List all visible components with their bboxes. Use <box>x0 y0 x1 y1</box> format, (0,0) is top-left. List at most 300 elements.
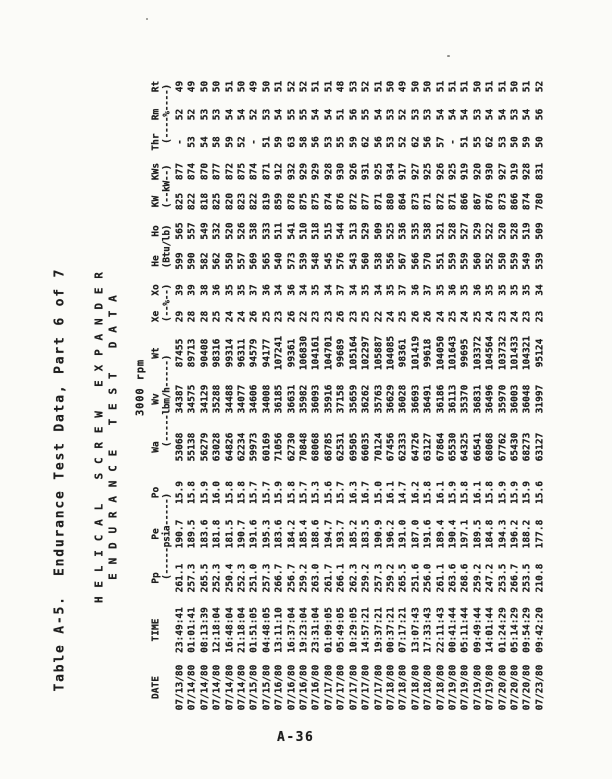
cell: 52 <box>397 108 409 120</box>
cell: 871 <box>446 192 458 210</box>
cell: 65530 <box>446 432 458 461</box>
cell: 262.3 <box>347 563 359 592</box>
cell: 94177 <box>260 338 272 367</box>
cell: 15.7 <box>248 480 260 504</box>
cell: 529 <box>471 221 483 240</box>
cell: 52 <box>186 108 198 120</box>
unit-label: (----%----) <box>161 83 172 144</box>
table-row <box>472 71 484 715</box>
cell: 877 <box>360 192 372 210</box>
cell: 26 <box>422 310 434 322</box>
cell: 36 <box>471 283 483 296</box>
cell: 52 <box>236 135 248 148</box>
cell: 63028 <box>211 432 223 461</box>
cell: 13:11:10 <box>273 606 285 653</box>
cell: 928 <box>322 162 334 180</box>
cell: 559 <box>459 251 471 270</box>
cell: 509 <box>533 221 545 240</box>
cell: 543 <box>347 251 359 270</box>
cell: 259.2 <box>384 563 396 592</box>
cell: 31997 <box>533 384 545 413</box>
cell: 104564 <box>484 335 496 370</box>
cell: 53068 <box>174 432 185 461</box>
cell: 184.2 <box>285 519 297 548</box>
cell: 16:37:04 <box>285 606 297 653</box>
cell: 51 <box>446 80 458 92</box>
cell: 54 <box>434 108 446 120</box>
cell: 13:07:43 <box>409 606 421 653</box>
cell: 872 <box>223 162 235 180</box>
cell: 925 <box>372 162 384 180</box>
column-header-ho: Ho <box>150 224 161 237</box>
cell: 105164 <box>347 335 359 370</box>
cell: - <box>248 138 260 145</box>
cell: 874 <box>521 192 533 210</box>
cell: 566 <box>409 251 421 270</box>
cell: 70848 <box>298 432 310 461</box>
cell: 50 <box>471 80 483 92</box>
cell: 07/16/80 <box>310 664 322 710</box>
cell: 256.0 <box>422 563 434 592</box>
cell: 177.8 <box>533 519 545 548</box>
cell: 35 <box>484 283 496 296</box>
cell: 23 <box>273 310 285 322</box>
cell: 07/18/80 <box>422 664 434 710</box>
cell: 04:48:05 <box>260 606 272 653</box>
cell: 71056 <box>273 432 285 461</box>
cell: 872 <box>347 192 359 210</box>
cell: 928 <box>521 162 533 180</box>
cell: 34 <box>322 283 334 296</box>
cell: 16.1 <box>471 480 483 504</box>
cell: 520 <box>223 221 235 240</box>
cell: 50 <box>533 135 545 148</box>
cell: 187.0 <box>409 519 421 548</box>
cell: 540 <box>273 251 285 270</box>
cell: 55 <box>360 108 372 120</box>
cell: 16.0 <box>211 480 223 504</box>
cell: 95124 <box>533 338 545 367</box>
cell: 189.5 <box>471 519 483 548</box>
column-header-he: He <box>150 254 161 267</box>
cell: 36496 <box>484 384 496 413</box>
table-row <box>224 71 236 715</box>
column-header-pp: Pp <box>150 571 161 584</box>
cell: 23 <box>347 310 359 322</box>
cell: 96311 <box>236 338 248 367</box>
cell: 183.6 <box>273 519 285 548</box>
cell: 529 <box>360 221 372 240</box>
cell: 55 <box>298 108 310 120</box>
cell: 877 <box>174 162 185 180</box>
cell: 25 <box>471 310 483 322</box>
cell: 52 <box>248 108 260 120</box>
cell: 873 <box>409 192 421 210</box>
cell: 07/23/80 <box>533 664 545 710</box>
cell: 07/14/80 <box>211 664 223 710</box>
cell: 573 <box>285 251 297 270</box>
table-row <box>298 71 310 715</box>
cell: 536 <box>397 221 409 240</box>
cell: 541 <box>285 221 297 240</box>
cell: 15.8 <box>223 480 235 504</box>
cell: 35 <box>496 283 508 296</box>
cell: 29 <box>174 310 185 322</box>
column-header-rm: Rm <box>150 108 161 120</box>
table-row <box>509 71 521 715</box>
cell: 53 <box>496 135 508 148</box>
cell: 188.6 <box>310 519 322 548</box>
cell: 15.9 <box>174 480 185 504</box>
cell: 50 <box>409 80 421 92</box>
cell: 917 <box>397 162 409 180</box>
cell: 103372 <box>471 335 483 370</box>
cell: 39 <box>186 283 198 296</box>
cell: 873 <box>496 192 508 210</box>
cell: 513 <box>347 221 359 240</box>
cell: 36491 <box>422 384 434 413</box>
cell: 36 <box>285 283 297 296</box>
cell: 515 <box>322 221 334 240</box>
cell: 53 <box>384 135 396 148</box>
cell: 266.1 <box>335 563 347 592</box>
cell: 569 <box>248 251 260 270</box>
cell: 24 <box>484 310 496 322</box>
cell: 35370 <box>459 384 471 413</box>
cell: 190.4 <box>446 519 458 548</box>
cell: 07/14/80 <box>186 664 198 710</box>
cell: 26 <box>285 310 297 322</box>
cell: 49 <box>186 80 198 92</box>
table-title: Table A-5. Endurance Test Data, Part 6 of 7 <box>52 267 67 691</box>
cell: 567 <box>397 251 409 270</box>
cell: 64726 <box>409 432 421 461</box>
cell: 50 <box>236 80 248 92</box>
cell: 99618 <box>422 338 434 367</box>
cell: 51 <box>310 80 322 92</box>
cell: 15.8 <box>422 480 434 504</box>
cell: 16.1 <box>384 480 396 504</box>
cell: 823 <box>236 192 248 210</box>
cell: 24 <box>223 310 235 322</box>
cell: 196.2 <box>384 519 396 548</box>
cell: 247.2 <box>484 563 496 592</box>
cell: 56 <box>372 135 384 148</box>
cell: 539 <box>533 251 545 270</box>
cell: 259.2 <box>360 563 372 592</box>
report-heading-line1: H E L I C A L S C R E W E X P A N D E R <box>92 270 105 603</box>
cell: 35 <box>236 283 248 296</box>
cell: 54 <box>322 108 334 120</box>
cell: 926 <box>434 162 446 180</box>
cell: 05:11:44 <box>459 606 471 653</box>
cell: 926 <box>347 162 359 180</box>
cell: 37158 <box>335 384 347 413</box>
cell: 510 <box>298 221 310 240</box>
table-row <box>261 71 273 715</box>
cell: 825 <box>211 192 223 210</box>
cell: 15.7 <box>298 480 310 504</box>
cell: 191.6 <box>248 519 260 548</box>
cell: 01:51:05 <box>248 606 260 653</box>
cell: 102297 <box>360 335 372 370</box>
cell: 23 <box>533 310 545 322</box>
cell: 51 <box>273 80 285 92</box>
cell: 09:54:29 <box>521 606 533 653</box>
cell: 257.3 <box>186 563 198 592</box>
cell: 104085 <box>384 335 396 370</box>
cell: 50 <box>198 80 210 92</box>
cell: 53 <box>198 108 210 120</box>
cell: 550 <box>223 251 235 270</box>
cell: 07/17/80 <box>372 664 384 710</box>
table-row <box>534 71 546 715</box>
cell: 36 <box>211 283 223 296</box>
cell: 25 <box>397 310 409 322</box>
cell: 16.3 <box>347 480 359 504</box>
cell: 07/19/80 <box>446 664 458 710</box>
cell: 818 <box>198 192 210 210</box>
cell: 872 <box>434 192 446 210</box>
cell: 15.9 <box>273 480 285 504</box>
cell: 24 <box>508 310 520 322</box>
cell: 62 <box>409 135 421 148</box>
cell: 35982 <box>298 384 310 413</box>
cell: 34387 <box>174 384 185 413</box>
cell: 559 <box>446 251 458 270</box>
cell: 34488 <box>223 384 235 413</box>
cell: 26 <box>409 310 421 322</box>
cell: 565 <box>260 251 272 270</box>
cell: 15.8 <box>236 480 248 504</box>
cell: 05:49:05 <box>335 606 347 653</box>
column-header-wa: Wa <box>150 440 161 453</box>
cell: 53 <box>347 80 359 92</box>
cell: 15.8 <box>459 480 471 504</box>
cell: 70124 <box>372 432 384 461</box>
cell: 525 <box>384 221 396 240</box>
cell: 22:11:43 <box>434 606 446 653</box>
cell: 35970 <box>496 384 508 413</box>
cell: 538 <box>372 251 384 270</box>
cell: 925 <box>446 162 458 180</box>
cell: 266.7 <box>273 563 285 592</box>
cell: 15.6 <box>533 480 545 504</box>
cell: 35659 <box>347 384 359 413</box>
cell: 50 <box>260 80 272 92</box>
cell: 00:41:44 <box>446 606 458 653</box>
cell: 190.7 <box>174 519 185 548</box>
cell: 26 <box>335 310 347 322</box>
cell: 56 <box>310 135 322 148</box>
cell: 07/17/80 <box>322 664 334 710</box>
cell: - <box>174 138 185 145</box>
cell: 07/14/80 <box>223 664 235 710</box>
cell: 519 <box>521 221 533 240</box>
cell: 183.6 <box>198 519 210 548</box>
cell: 37 <box>335 283 347 296</box>
cell: 919 <box>508 162 520 180</box>
cell: 34 <box>298 283 310 296</box>
cell: 51 <box>335 108 347 120</box>
cell: 50 <box>508 80 520 92</box>
cell: 36693 <box>409 384 421 413</box>
cell: 875 <box>298 192 310 210</box>
unit-label <box>161 659 174 715</box>
cell: 53 <box>260 108 272 120</box>
cell: 256.7 <box>285 563 297 592</box>
cell: 62 <box>360 135 372 148</box>
cell: 582 <box>198 251 210 270</box>
cell: 927 <box>409 162 421 180</box>
cell: 35 <box>459 283 471 296</box>
cell: 19:37:21 <box>372 606 384 653</box>
cell: 859 <box>273 192 285 210</box>
cell: 932 <box>285 162 297 180</box>
cell: 191.0 <box>397 519 409 548</box>
cell: 259.2 <box>471 563 483 592</box>
cell: 07/13/80 <box>174 664 185 710</box>
cell: 51 <box>372 80 384 92</box>
cell: 28 <box>198 310 210 322</box>
unit-label: (--%--) <box>161 283 172 322</box>
cell: 866 <box>508 192 520 210</box>
cell: 55 <box>335 135 347 148</box>
cell: 36186 <box>434 384 446 413</box>
cell: 05:14:29 <box>508 606 520 653</box>
cell: 10:29:05 <box>347 606 359 653</box>
cell: 54 <box>521 108 533 120</box>
cell: 16.1 <box>434 480 446 504</box>
cell: 565 <box>174 221 185 240</box>
cell: 36048 <box>521 384 533 413</box>
scan-speck <box>447 55 450 57</box>
cell: 831 <box>533 162 545 180</box>
cell: 266.7 <box>508 563 520 592</box>
cell: 570 <box>422 251 434 270</box>
cell: 103732 <box>496 335 508 370</box>
column-header-wt: Wt <box>150 346 161 359</box>
cell: 53 <box>384 108 396 120</box>
cell: 07/17/80 <box>335 664 347 710</box>
column-header-date: DATE <box>150 675 161 699</box>
cell: 864 <box>397 192 409 210</box>
cell: 36 <box>260 283 272 296</box>
cell: 54 <box>446 108 458 120</box>
cell: - <box>446 138 458 145</box>
cell: 197.1 <box>459 519 471 548</box>
cell: 51 <box>434 80 446 92</box>
cell: 874 <box>186 162 198 180</box>
cell: 15.8 <box>186 480 198 504</box>
cell: 07/16/80 <box>273 664 285 710</box>
table-row <box>211 71 223 715</box>
cell: 252.3 <box>211 563 223 592</box>
cell: 51 <box>459 135 471 148</box>
cell: 51 <box>484 80 496 92</box>
cell: 14.7 <box>397 480 409 504</box>
column-header-thr: Thr <box>150 132 161 151</box>
unit-label: (--kW--) <box>161 164 172 208</box>
cell: 07/19/80 <box>484 664 496 710</box>
cell: 107241 <box>273 335 285 370</box>
cell: 820 <box>223 192 235 210</box>
column-header-kws: KWs <box>150 162 161 180</box>
cell: 68068 <box>310 432 322 461</box>
cell: 19:23:04 <box>298 606 310 653</box>
cell: 528 <box>508 221 520 240</box>
unit-label: (Btu/lb) <box>161 224 172 268</box>
cell: 07/20/80 <box>521 664 533 710</box>
cell: 190.7 <box>236 519 248 548</box>
cell: 07/17/80 <box>347 664 359 710</box>
table-row <box>248 71 260 715</box>
cell: 99314 <box>223 338 235 367</box>
cell: 189.5 <box>186 519 198 548</box>
cell: 927 <box>496 162 508 180</box>
cell: 52 <box>397 135 409 148</box>
cell: 36113 <box>446 384 458 413</box>
cell: 09:49:44 <box>471 606 483 653</box>
cell: 929 <box>298 162 310 180</box>
cell: 257.3 <box>372 563 384 592</box>
cell: 36185 <box>273 384 285 413</box>
cell: 261.1 <box>174 563 185 592</box>
cell: 189.4 <box>434 519 446 548</box>
cell: 101419 <box>409 335 421 370</box>
cell: 551 <box>434 251 446 270</box>
table-row <box>186 71 198 715</box>
cell: 22 <box>298 310 310 322</box>
cell: 263.0 <box>310 563 322 592</box>
cell: 23:31:04 <box>310 606 322 653</box>
cell: 548 <box>310 251 322 270</box>
cell: 929 <box>310 162 322 180</box>
cell: 14:01:44 <box>484 606 496 653</box>
cell: 104161 <box>310 335 322 370</box>
cell: 38 <box>198 283 210 296</box>
cell: 552 <box>484 251 496 270</box>
cell: 56 <box>347 108 359 120</box>
cell: 527 <box>459 221 471 240</box>
cell: 34 <box>372 283 384 296</box>
cell: 15.8 <box>285 480 297 504</box>
cell: 509 <box>372 221 384 240</box>
cell: 535 <box>409 221 421 240</box>
cell: 36831 <box>471 384 483 413</box>
table-row <box>348 71 360 715</box>
cell: 15.0 <box>372 480 384 504</box>
cell: 87455 <box>174 338 185 367</box>
cell: 08:13:39 <box>198 606 210 653</box>
cell: 62 <box>484 135 496 148</box>
cell: 522 <box>484 221 496 240</box>
cell: 880 <box>384 192 396 210</box>
report-heading <box>92 184 120 689</box>
unit-label: (-----lbm/h-----) <box>161 354 172 447</box>
cell: 265.5 <box>397 563 409 592</box>
cell: 191.6 <box>422 519 434 548</box>
cell: 106830 <box>298 335 310 370</box>
cell: 538 <box>422 221 434 240</box>
cell: 544 <box>335 221 347 240</box>
cell: 52 <box>533 80 545 92</box>
cell: 875 <box>236 162 248 180</box>
cell: 69505 <box>347 432 359 461</box>
cell: 07/14/80 <box>198 664 210 710</box>
cell: 15.9 <box>508 480 520 504</box>
cell: 07/18/80 <box>397 664 409 710</box>
